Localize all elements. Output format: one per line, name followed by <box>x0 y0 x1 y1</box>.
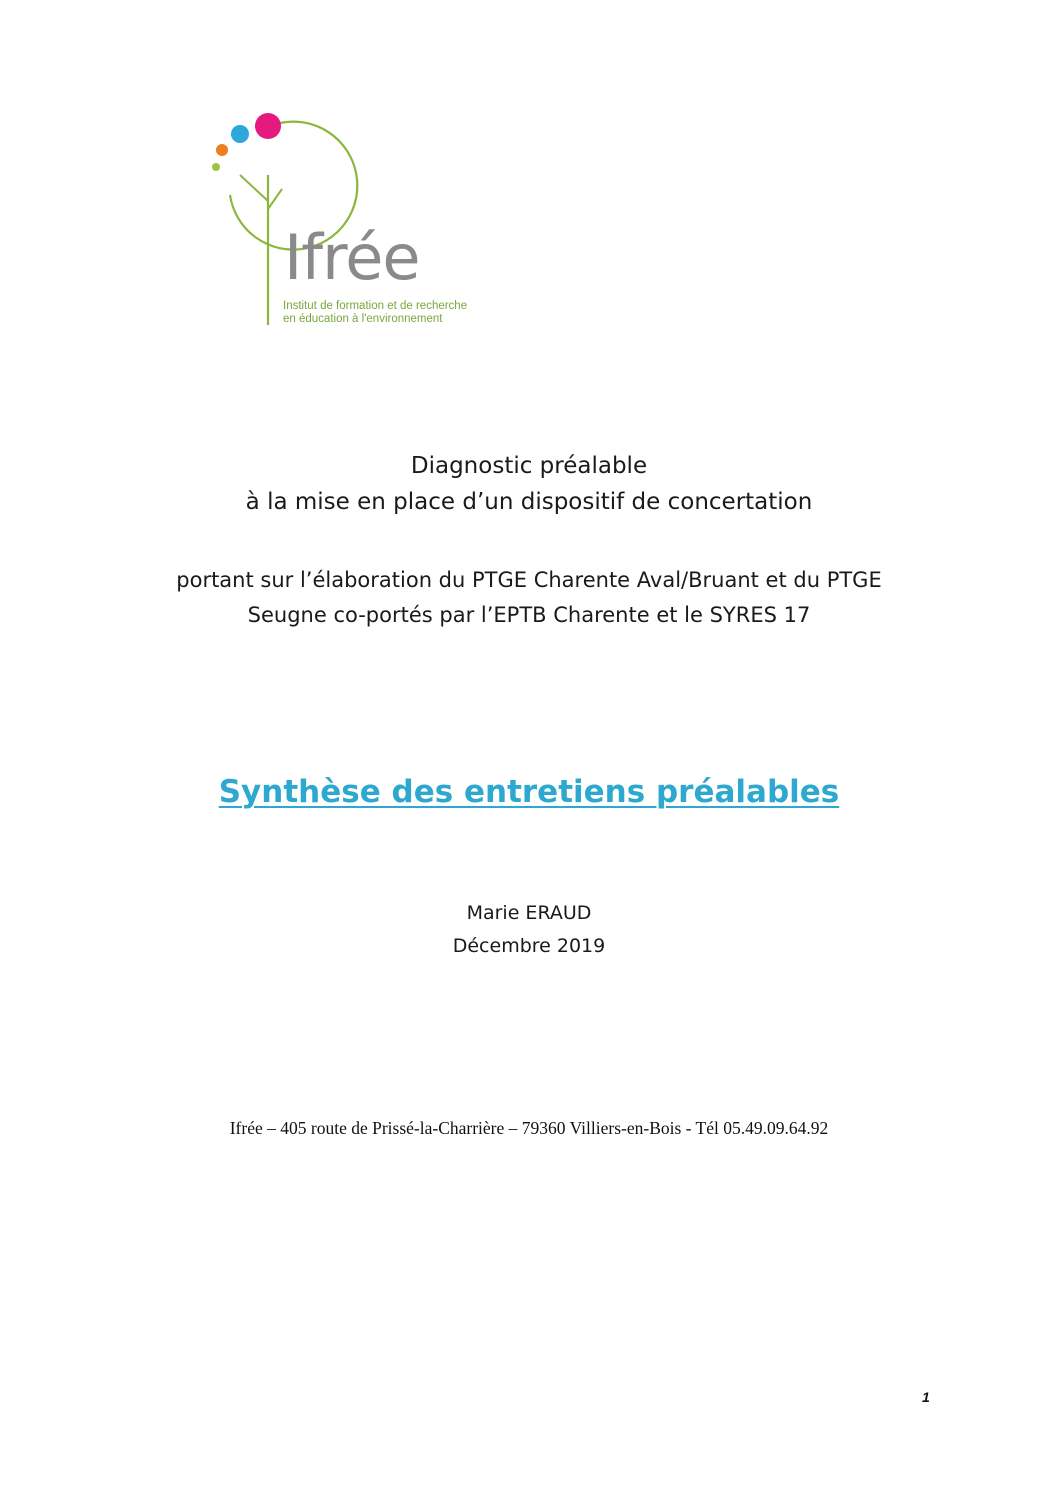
document-title <box>0 448 1058 520</box>
logo-tagline-line2: en éducation à l'environnement <box>283 313 443 325</box>
logo-branch-right <box>268 189 282 209</box>
logo-dot-pink <box>255 113 281 139</box>
author-block <box>0 897 1058 963</box>
heading-text: Synthèse des entretiens préalables <box>218 774 840 810</box>
subtitle-line2: Seugne co-portés par l’EPTB Charente et le SYRES 17 <box>247 603 811 627</box>
title-line2: à la mise en place d’un dispositif de concertation <box>245 489 813 515</box>
document-subtitle <box>0 563 1058 633</box>
logo-tagline-line1: Institut de formation et de recherche <box>283 300 468 312</box>
footer-address: Ifrée – 405 route de Prissé-la-Charrière – 79360 Villiers-en-Bois - Tél 05.49.09.64.92 <box>229 1118 829 1138</box>
subtitle-line1: portant sur l’élaboration du PTGE Charente Aval/Bruant et du PTGE <box>176 568 882 592</box>
logo-branch-left <box>240 175 268 201</box>
logo-dot-green <box>212 163 220 171</box>
logo-wordmark: Ifrée <box>284 221 420 294</box>
ifree-logo <box>200 105 468 335</box>
page-number: 1 <box>922 1389 930 1405</box>
logo-dot-blue <box>231 125 249 143</box>
author-name: Marie ERAUD <box>466 902 592 924</box>
author-date: Décembre 2019 <box>452 935 606 957</box>
document-heading <box>0 770 1058 814</box>
logo-tagline <box>283 300 467 326</box>
logo-dot-orange <box>216 144 228 156</box>
title-line1: Diagnostic préalable <box>410 453 648 479</box>
